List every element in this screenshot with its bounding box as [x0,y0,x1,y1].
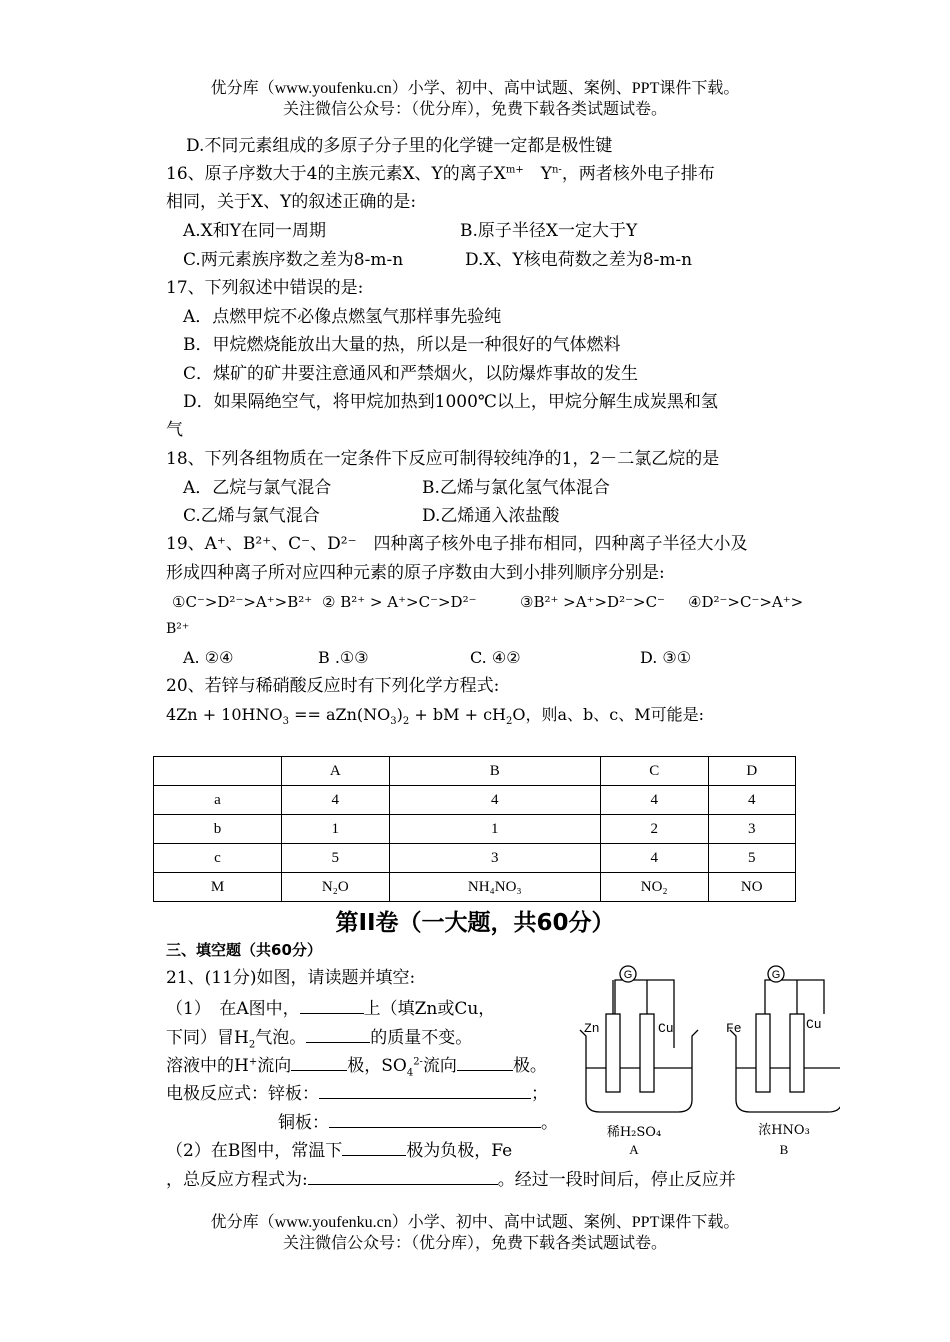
q18-stem: 18、下列各组物质在一定条件下反应可制得较纯净的1，2－二氯乙烷的是 [166,449,720,469]
answer-blank[interactable] [319,1080,531,1099]
cell-a-label: A [629,1142,639,1157]
table-cell: B [389,757,600,786]
q21-part1-line-3: 溶液中的H+流向 极，$SO_4^{2-}$流向 极。 [166,1052,547,1078]
q17-stem: 17、下列叙述中错误的是: [166,278,364,298]
cell-a-beaker [580,1030,698,1112]
q16-option-c: C.两元素族序数之差为8-m-n [183,250,404,270]
q19-option-d: D. ③① [640,648,692,667]
q21-part1-line-1: （1） 在A图中， 上（填Zn或Cu， [166,995,495,1021]
q21-part2-line-2: ，总反应方程式为: 。经过一段时间后，停止反应并 [166,1166,736,1192]
cell-b-cu-electrode [790,1014,804,1092]
q20-answer-table [153,756,796,902]
table-cell: 4 [282,786,390,815]
table-cell: D [708,757,795,786]
table-cell: NO [708,873,795,902]
table-cell: 5 [282,844,390,873]
cell-b-solution-label: 浓HNO₃ [758,1123,810,1138]
q17-option-d-cont: 气 [166,420,183,440]
cell-a-solution-label: 稀H₂SO₄ [606,1125,662,1140]
answer-blank[interactable] [342,1137,406,1156]
q15-option-d: D.不同元素组成的多原子分子里的化学键一定都是极性键 [186,136,613,156]
cell-b-meter-label: G [771,969,781,981]
table-cell: C [600,757,708,786]
q16-option-d: D.X、Y核电荷数之差为8-m-n [465,250,693,270]
table-cell: b [154,815,282,844]
part-2-title: 第II卷（一大题，共60分） [335,910,615,936]
q18-option-c: C.乙烯与氯气混合 [183,506,320,526]
table-cell: 2 [600,815,708,844]
q18-option-b: B.乙烯与氯化氢气体混合 [422,478,610,498]
q19-sequence-2: ② B²⁺ > A⁺>C⁻>D²⁻ [322,593,477,611]
table-cell: A [282,757,390,786]
cell-b-beaker [730,1030,840,1112]
header-line-2: 关注微信公众号：（优分库），免费下载各类试题试卷。 [282,101,667,118]
q19-option-a: A. ②④ [183,648,234,667]
q19-sequence-3: ③B²⁺ >A⁺>D²⁻>C⁻ [520,593,665,611]
q19-option-c: C. ④② [470,648,521,667]
q19-stem-line-2: 形成四种离子所对应四种元素的原子序数由大到小排列顺序分别是: [166,563,665,583]
table-cell: 5 [708,844,795,873]
q20-stem: 20、若锌与稀硝酸反应时有下列化学方程式: [166,676,500,696]
q16-stem-line-1: 16、原子序数大于4的主族元素X、Y的离子$X^{m+}$ $Y^{n-}$，两者核外电子排布 [166,164,715,184]
table-cell: 4 [600,786,708,815]
q17-option-b: B．甲烷燃烧能放出大量的热，所以是一种很好的气体燃料 [183,335,621,355]
q19-option-b: B .①③ [318,648,369,667]
table-cell: 1 [282,815,390,844]
header-line-1: 优分库（www.youfenku.cn）小学、初中、高中试题、案例、PPT课件下载。 [210,80,740,97]
cell-a-cu-electrode [640,1014,654,1092]
footer-line-1: 优分库（www.youfenku.cn）小学、初中、高中试题、案例、PPT课件下载。 [210,1214,740,1231]
q21-part1-line-5: 铜板： 。 [278,1109,558,1135]
q21-part2-line-1: （2）在B图中，常温下 极为负极，Fe [166,1137,558,1163]
table-cell: N₂O [282,873,390,902]
q21-stem: 21、(11分)如图，请读题并填空: [166,968,416,988]
answer-blank[interactable] [308,1166,498,1185]
table-cell: 4 [708,786,795,815]
cell-b-right-electrode-label: Cu [806,1017,822,1032]
table-cell: a [154,786,282,815]
section-title-fill-in: 三、填空题（共60分） [166,941,322,959]
electrochemical-cells-figure [560,960,840,1160]
answer-blank[interactable] [457,1052,513,1071]
table-row [154,844,796,873]
table-cell: 4 [600,844,708,873]
table-cell: 1 [389,815,600,844]
table-row [154,786,796,815]
q16-stem-line-2: 相同，关于X、Y的叙述正确的是: [166,192,417,212]
cell-b [730,966,840,1112]
cell-a [580,966,698,1112]
q18-option-a: A．乙烷与氯气混合 [183,478,332,498]
answer-blank[interactable] [329,1109,541,1128]
q21-part1-line-4: 电极反应式：锌板： ； [166,1080,548,1106]
table-cell: NH₄NO₃ [389,873,600,902]
table-row [154,815,796,844]
q19-sequence-1: ①C⁻>D²⁻>A⁺>B²⁺ [172,593,313,611]
q21-part1-line-2: 下同）冒$H_2$气泡。 的质量不变。 [166,1024,472,1050]
footer-line-2: 关注微信公众号：（优分库），免费下载各类试题试卷。 [282,1235,667,1252]
table-cell: 3 [389,844,600,873]
table-cell [154,757,282,786]
cell-a-zn-electrode [606,1014,620,1092]
cell-b-left-electrode-label: Fe [726,1021,742,1036]
cell-b-label: B [779,1142,789,1157]
q19-sequence-4-cont: B²⁺ [166,621,190,637]
table-row [154,873,796,902]
cell-a-meter-label: G [623,969,633,981]
answer-blank[interactable] [291,1052,347,1071]
table-cell: NO₂ [600,873,708,902]
q18-option-d: D.乙烯通入浓盐酸 [422,506,560,526]
table-cell: c [154,844,282,873]
cell-a-left-electrode-label: Zn [584,1021,600,1036]
answer-blank[interactable] [306,1024,370,1043]
q16-option-b: B.原子半径X一定大于Y [460,221,638,241]
q17-option-a: A．点燃甲烷不必像点燃氢气那样事先验纯 [183,307,502,327]
q19-stem-line-1: 19、A⁺、B²⁺、C⁻、D²⁻ 四种离子核外电子排布相同，四种离子半径大小及 [166,534,748,554]
q17-option-c: C．煤矿的矿井要注意通风和严禁烟火，以防爆炸事故的发生 [183,364,639,384]
q16-option-a: A.X和Y在同一周期 [183,221,327,241]
cell-a-right-electrode-label: Cu [658,1021,674,1036]
q17-option-d: D．如果隔绝空气，将甲烷加热到1000℃以上，甲烷分解生成炭黑和氢 [183,392,718,412]
table-cell: 3 [708,815,795,844]
q19-sequence-4: ④D²⁻>C⁻>A⁺> [688,593,804,611]
table-cell: 4 [389,786,600,815]
table-cell: M [154,873,282,902]
answer-blank[interactable] [300,995,364,1014]
cell-b-fe-electrode [756,1014,770,1092]
table-header-row [154,757,796,786]
q20-equation: $4Zn + 10HNO_3 == aZn(NO_3)_2$ + bM + $cH_2O$，则a、b、c、M可能是: [166,705,705,728]
